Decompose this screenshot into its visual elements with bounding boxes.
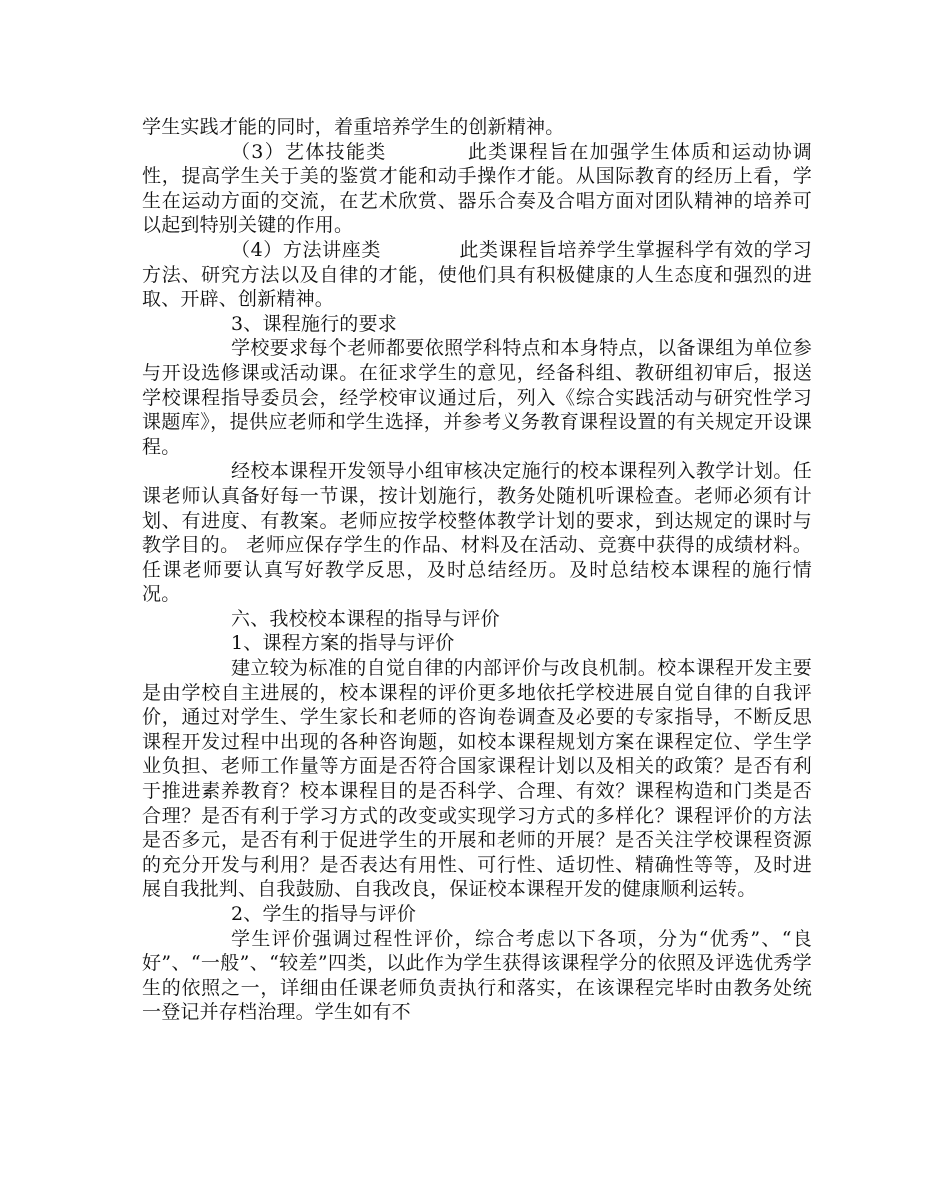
document-body	[142, 115, 812, 1025]
paragraph: 经校本课程开发领导小组审核决定施行的校本课程列入教学计划。任课老师认真备好每一节课，按计划施行，教务处随机听课检查。老师必须有计划、有进度、有教案。老师应按学校整体教学计划的要求，到达规定的课时与教学目的。 老师应保存学生的作品、材料及在活动、竞赛中获得的成绩材料。任课老师要认真写好教学反思，及时总结经历。及时总结校本课程的施行情况。	[142, 460, 812, 606]
paragraph: 学生实践才能的同时，着重培养学生的创新精神。	[142, 116, 565, 138]
paragraph: （3）艺体技能类 此类课程旨在加强学生体质和运动协调性，提高学生关于美的鉴赏才能和动手操作才能。从国际教育的经历上看，学生在运动方面的交流，在艺术欣赏、器乐合奏及合唱方面对团队精神的培养可以起到特别关键的作用。	[142, 140, 812, 237]
section-heading: 六、我校校本课程的指导与评价	[231, 607, 500, 630]
paragraph: 学校要求每个老师都要依照学科特点和本身特点，以备课组为单位参与开设选修课或活动课。在征求学生的意见，经备科组、教研组初审后，报送学校课程指导委员会，经学校审议通过后，列入《综合实践活动与研究性学习课题库》，提供应老师和学生选择，并参考义务教育课程设置的有关规定开设课程。	[142, 337, 812, 458]
subsection-heading: 2、学生的指导与评价	[231, 903, 417, 925]
paragraph: 建立较为标准的自觉自律的内部评价与改良机制。校本课程开发主要是由学校自主进展的，校本课程的评价更多地依托学校进展自觉自律的自我评价，通过对学生、学生家长和老师的咨询卷调查及必要的专家指导，不断反思课程开发过程中出现的各种咨询题，如校本课程规划方案在课程定位、学生学业负担、老师工作量等方面是否符合国家课程计划以及相关的政策？是否有利于推进素养教育？校本课程目的是否科学、合理、有效？课程构造和门类是否合理？是否有利于学习方式的改变或实现学习方式的多样化？课程评价的方法是否多元，是否有利于促进学生的开展和老师的开展？是否关注学校课程资源的充分开发与利用？是否表达有用性、可行性、适切性、精确性等等，及时进展自我批判、自我鼓励、自我改良，保证校本课程开发的健康顺利运转。	[142, 657, 812, 901]
paragraph: （4）方法讲座类 此类课程旨培养学生掌握科学有效的学习方法、研究方法以及自律的才能，使他们具有积极健康的人生态度和强烈的进取、开辟、创新精神。	[142, 238, 812, 311]
paragraph: 学生评价强调过程性评价，综合考虑以下各项，分为“优秀”、“良好”、“一般”、“较差”四类，以此作为学生获得该课程学分的依照及评选优秀学生的依照之一，详细由任课老师负责执行和落实，在该课程完毕时由教务处统一登记并存档治理。学生如有不	[142, 927, 812, 1024]
section-heading: 3、课程施行的要求	[231, 312, 397, 335]
subsection-heading: 1、课程方案的指导与评价	[231, 632, 455, 655]
